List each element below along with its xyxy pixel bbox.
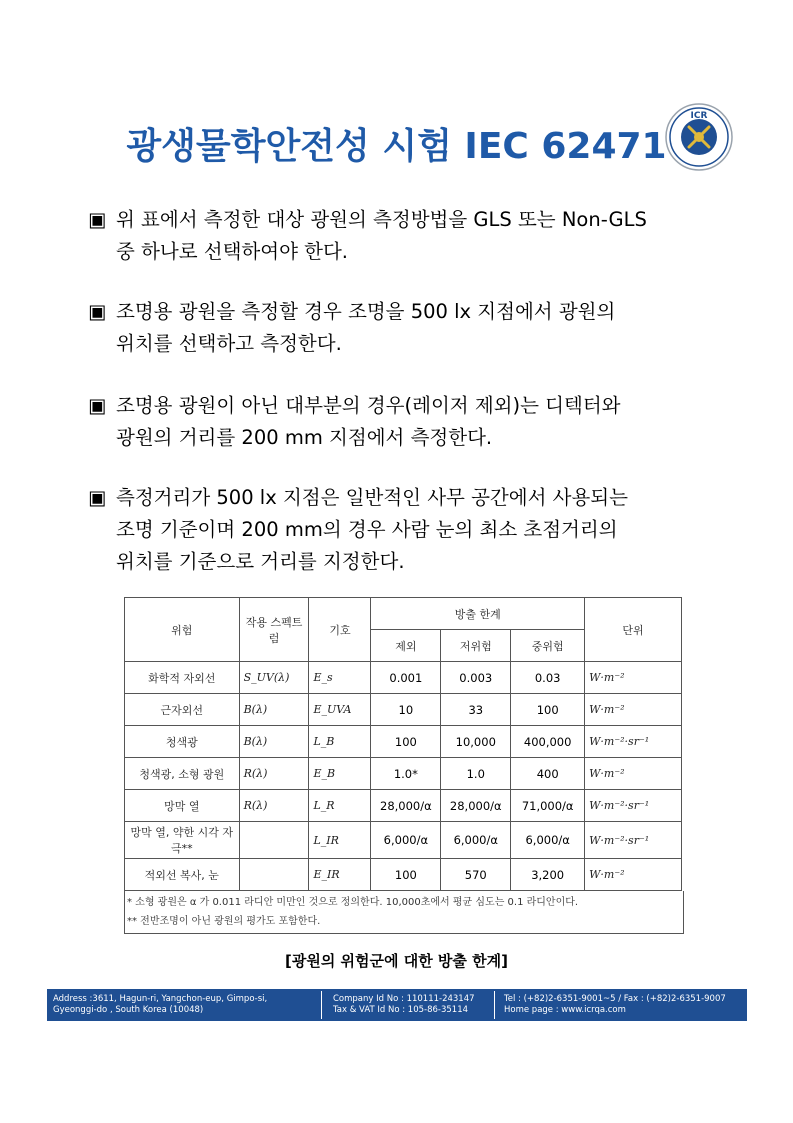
header-mid: 중위험 — [511, 630, 585, 662]
table-caption: [광원의 위험군에 대한 방출 한계] — [285, 952, 508, 970]
table-row: 망막 열, 약한 시각 자극** L_IR 6,000/α 6,000/α 6,000/α W·m⁻²·sr⁻¹ — [125, 822, 682, 859]
footer-bar — [47, 989, 747, 1021]
bullet-1: ▣ 위 표에서 측정한 대상 광원의 측정방법을 GLS 또는 Non-GLS 중 하나로 선택하여야 한다. — [88, 204, 728, 268]
bullet-mark: ▣ — [88, 208, 107, 231]
table-row: 청색광 B(λ) L_B 100 10,000 400,000 W·m⁻²·sr⁻¹ — [125, 726, 682, 758]
footer-company: Company Id No : 110111-243147 Tax & VAT Id No : 105-86-35114 — [333, 994, 475, 1015]
bullet-3: ▣ 조명용 광원이 아닌 대부분의 경우(레이저 제외)는 디텍터와 광원의 거리를 200 mm 지점에서 측정한다. — [88, 390, 728, 454]
svg-text:ICR: ICR — [690, 111, 708, 121]
header-spectrum: 작용 스펙트럼 — [239, 598, 309, 662]
emission-limits-table — [124, 597, 682, 934]
header-symbol: 기호 — [309, 598, 371, 662]
table-row: 적외선 복사, 눈 E_IR 100 570 3,200 W·m⁻² — [125, 859, 682, 891]
header-limits: 방출 한계 — [371, 598, 585, 630]
header-low: 저위험 — [441, 630, 511, 662]
page-title: 광생물학안전성 시험 IEC 62471 — [126, 126, 667, 167]
table-row: 망막 열 R(λ) L_R 28,000/α 28,000/α 71,000/α W·m⁻²·sr⁻¹ — [125, 790, 682, 822]
table-row: 화학적 자외선 S_UV(λ) E_s 0.001 0.003 0.03 W·m⁻² — [125, 662, 682, 694]
header-hazard: 위험 — [125, 598, 240, 662]
footer-address: Address :3611, Hagun-ri, Yangchon-eup, Gimpo-si, Gyeonggi-do , South Korea (10048) — [53, 994, 268, 1015]
table-notes: * 소형 광원은 α 가 0.011 라디안 미만인 것으로 정의한다. 10,000초에서 평균 심도는 0.1 라디안이다. ** 전반조명이 아닌 광원의 평가도 포함한다. — [124, 891, 684, 934]
bullet-mark: ▣ — [88, 300, 107, 323]
header-unit: 단위 — [585, 598, 682, 662]
table-row: 근자외선 B(λ) E_UVA 10 33 100 W·m⁻² — [125, 694, 682, 726]
icr-seal-logo — [665, 103, 733, 171]
table-row: 청색광, 소형 광원 R(λ) E_B 1.0* 1.0 400 W·m⁻² — [125, 758, 682, 790]
bullet-mark: ▣ — [88, 486, 107, 509]
bullet-4: ▣ 측정거리가 500 lx 지점은 일반적인 사무 공간에서 사용되는 조명 기준이며 200 mm의 경우 사람 눈의 최소 초점거리의 위치를 기준으로 거리를 지정한다. — [88, 482, 728, 578]
bullet-mark: ▣ — [88, 394, 107, 417]
footer-contact: Tel : (+82)2-6351-9001~5 / Fax : (+82)2-6351-9007 Home page : www.icrqa.com — [504, 994, 726, 1015]
bullet-2: ▣ 조명용 광원을 측정할 경우 조명을 500 lx 지점에서 광원의 위치를 선택하고 측정한다. — [88, 296, 728, 360]
header-exempt: 제외 — [371, 630, 441, 662]
